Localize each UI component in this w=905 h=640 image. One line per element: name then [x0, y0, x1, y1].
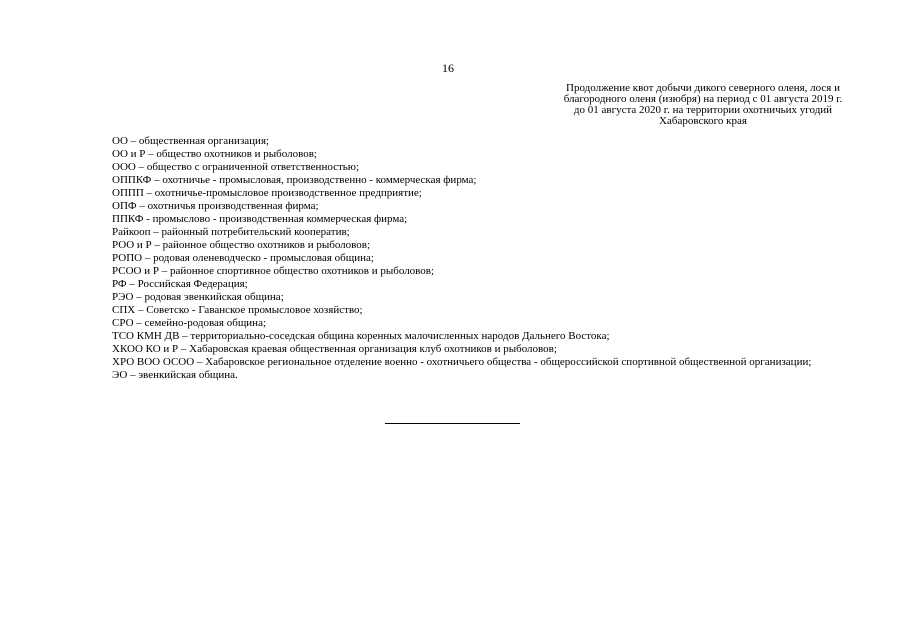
abbreviation-item: РОО и Р – районное общество охотников и рыболовов; — [112, 239, 371, 251]
abbreviation-list — [112, 135, 874, 382]
abbreviation-item: РЭО – родовая эвенкийская община; — [112, 291, 284, 303]
abbreviation-item: ТСО КМН ДВ – территориально-соседская община коренных малочисленных народов Дальнего Востока; — [112, 330, 610, 342]
abbreviation-item: ООО – общество с ограниченной ответственностью; — [112, 161, 360, 173]
document-heading — [530, 83, 876, 127]
abbreviation-item: ХРО ВОО ОСОО – Хабаровское региональное отделение военно - охотничьего общества - общероссийской спортивной общественной организации; — [112, 356, 812, 368]
abbreviation-item: ЭО – эвенкийская община. — [112, 369, 238, 381]
abbreviation-item: ППКФ - промыслово - производственная коммерческая фирма; — [112, 213, 408, 225]
abbreviation-item: СРО – семейно-родовая община; — [112, 317, 267, 329]
abbreviation-item: СПХ – Советско - Гаванское промысловое хозяйство; — [112, 304, 363, 316]
abbreviation-item: ОО – общественная организация; — [112, 135, 270, 147]
heading-line: Продолжение квот добычи дикого северного оленя, лося и — [566, 82, 840, 94]
abbreviation-item: ХКОО КО и Р – Хабаровская краевая общественная организация клуб охотников и рыболовов; — [112, 343, 557, 355]
heading-line: до 01 августа 2020 г. на территории охотничьих угодий — [573, 104, 833, 116]
abbreviation-item: РСОО и Р – районное спортивное общество охотников и рыболовов; — [112, 265, 435, 277]
page-number: 16 — [442, 61, 454, 75]
heading-line: благородного оленя (изюбря) на период с 01 августа 2019 г. — [563, 93, 843, 105]
abbreviation-item: РФ – Российская Федерация; — [112, 278, 248, 290]
abbreviation-item: ОППП – охотничье-промысловое производственное предприятие; — [112, 187, 422, 199]
abbreviation-item: ОПФ – охотничья производственная фирма; — [112, 200, 319, 212]
abbreviation-item: ОО и Р – общество охотников и рыболовов; — [112, 148, 317, 160]
abbreviation-item: ОППКФ – охотничье - промысловая, производственно - коммерческая фирма; — [112, 174, 477, 186]
abbreviation-item: Райкооп – районный потребительский кооператив; — [112, 226, 350, 238]
abbreviation-item: РОПО – родовая оленеводческо - промысловая община; — [112, 252, 374, 264]
heading-line: Хабаровского края — [659, 115, 747, 127]
end-divider — [385, 423, 520, 424]
